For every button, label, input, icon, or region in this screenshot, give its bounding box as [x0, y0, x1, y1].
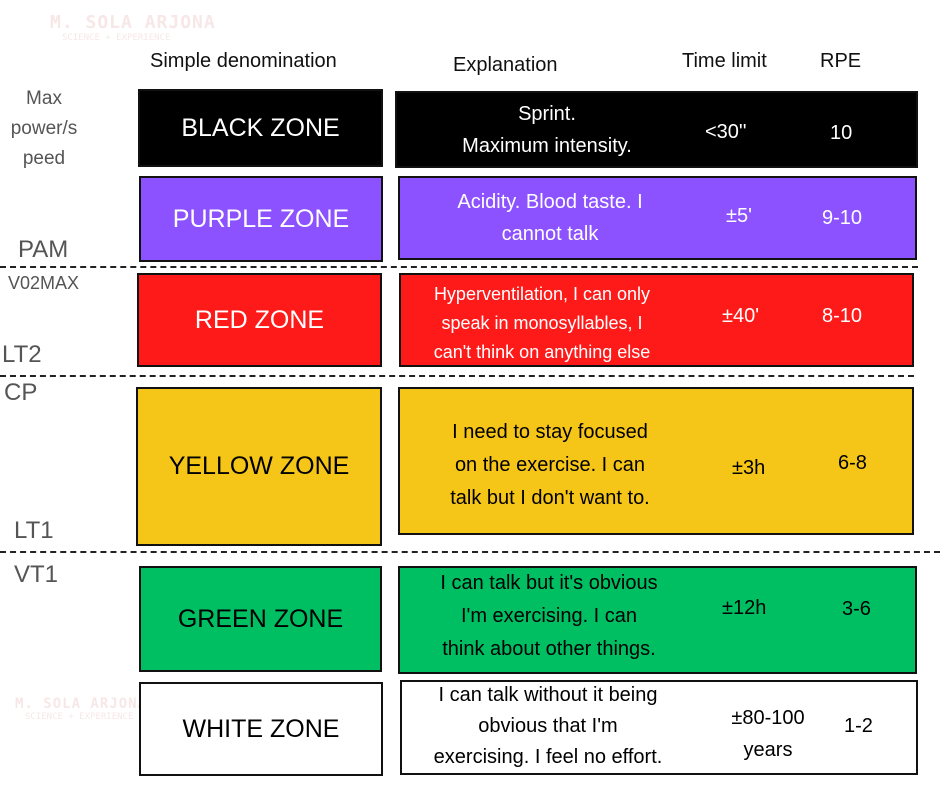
zone-box-green — [139, 566, 382, 672]
header-rpe: RPE — [820, 50, 862, 72]
explanation-line: Acidity. Blood taste. I — [457, 191, 643, 213]
explanation-line: cannot talk — [501, 223, 599, 245]
zone-name: GREEN ZONE — [177, 604, 344, 633]
side-label-pam: PAM — [18, 236, 69, 263]
zone-name: RED ZONE — [194, 305, 325, 334]
zone-name: BLACK ZONE — [181, 113, 340, 142]
explanation-box-white — [400, 680, 918, 775]
header-time-limit: Time limit — [682, 50, 767, 72]
side-label-vt1: VT1 — [14, 561, 59, 588]
rpe-green: 3-6 — [842, 598, 871, 620]
zone-name: WHITE ZONE — [182, 714, 340, 743]
watermark-logo: M. SOLA ARJONA SCIENCE + EXPERIENCE — [50, 12, 216, 43]
time-limit-red: ±40' — [722, 305, 760, 327]
zone-box-black — [138, 89, 383, 167]
side-label-lt2: LT2 — [2, 341, 42, 368]
side-label-lt1: LT1 — [14, 517, 54, 544]
side-label-max-power: Max power/s peed — [10, 88, 78, 169]
time-limit-green: ±12h — [722, 597, 767, 619]
zone-box-yellow — [136, 387, 382, 546]
explanation-line: I can talk but it's obvious — [440, 572, 658, 594]
zone-name: YELLOW ZONE — [168, 452, 350, 480]
time-limit-black: <30'' — [705, 121, 747, 143]
rpe-red: 8-10 — [822, 305, 863, 327]
rpe-black: 10 — [830, 122, 853, 144]
explanation-line: Sprint. — [518, 102, 576, 125]
explanation-line: I can talk without it being — [438, 684, 658, 706]
explanation-line: obvious that I'm — [478, 715, 618, 737]
watermark-logo: M. SOLA ARJONA SCIENCE + EXPERIENCE — [15, 696, 148, 722]
zone-name: PURPLE ZONE — [172, 204, 350, 233]
header-denomination: Simple denomination — [150, 50, 337, 72]
explanation-line: on the exercise. I can — [454, 454, 646, 476]
explanation-line: can't think on anything else — [433, 342, 651, 362]
explanation-box-green — [398, 566, 917, 674]
side-label-vo2max: V02MAX — [8, 273, 80, 293]
header-explanation: Explanation — [453, 54, 558, 76]
time-limit-yellow: ±3h — [732, 457, 766, 479]
explanation-line: Hyperventilation, I can only — [433, 284, 651, 304]
explanation-line: I need to stay focused — [452, 421, 648, 443]
zone-box-white — [139, 682, 383, 776]
side-label-cp: CP — [4, 379, 38, 406]
rpe-yellow: 6-8 — [838, 452, 867, 474]
threshold-line-cp — [0, 375, 914, 377]
rpe-white: 1-2 — [844, 715, 873, 737]
rpe-purple: 9-10 — [822, 207, 863, 229]
explanation-line: I'm exercising. I can — [460, 605, 638, 627]
explanation-line: exercising. I feel no effort. — [433, 746, 663, 768]
explanation-line: talk but I don't want to. — [450, 487, 650, 509]
zone-box-purple — [139, 176, 383, 262]
explanation-line: Maximum intensity. — [462, 134, 632, 157]
threshold-line-vo2max — [0, 266, 918, 268]
threshold-line-vt1 — [0, 551, 940, 553]
zone-box-red — [137, 273, 382, 367]
explanation-line: speak in monosyllables, I — [441, 313, 643, 333]
explanation-line: think about other things. — [442, 638, 656, 660]
time-limit-purple: ±5' — [726, 205, 752, 227]
time-limit-white: ±80-100 years — [731, 707, 805, 761]
explanation-box-yellow — [398, 387, 914, 535]
